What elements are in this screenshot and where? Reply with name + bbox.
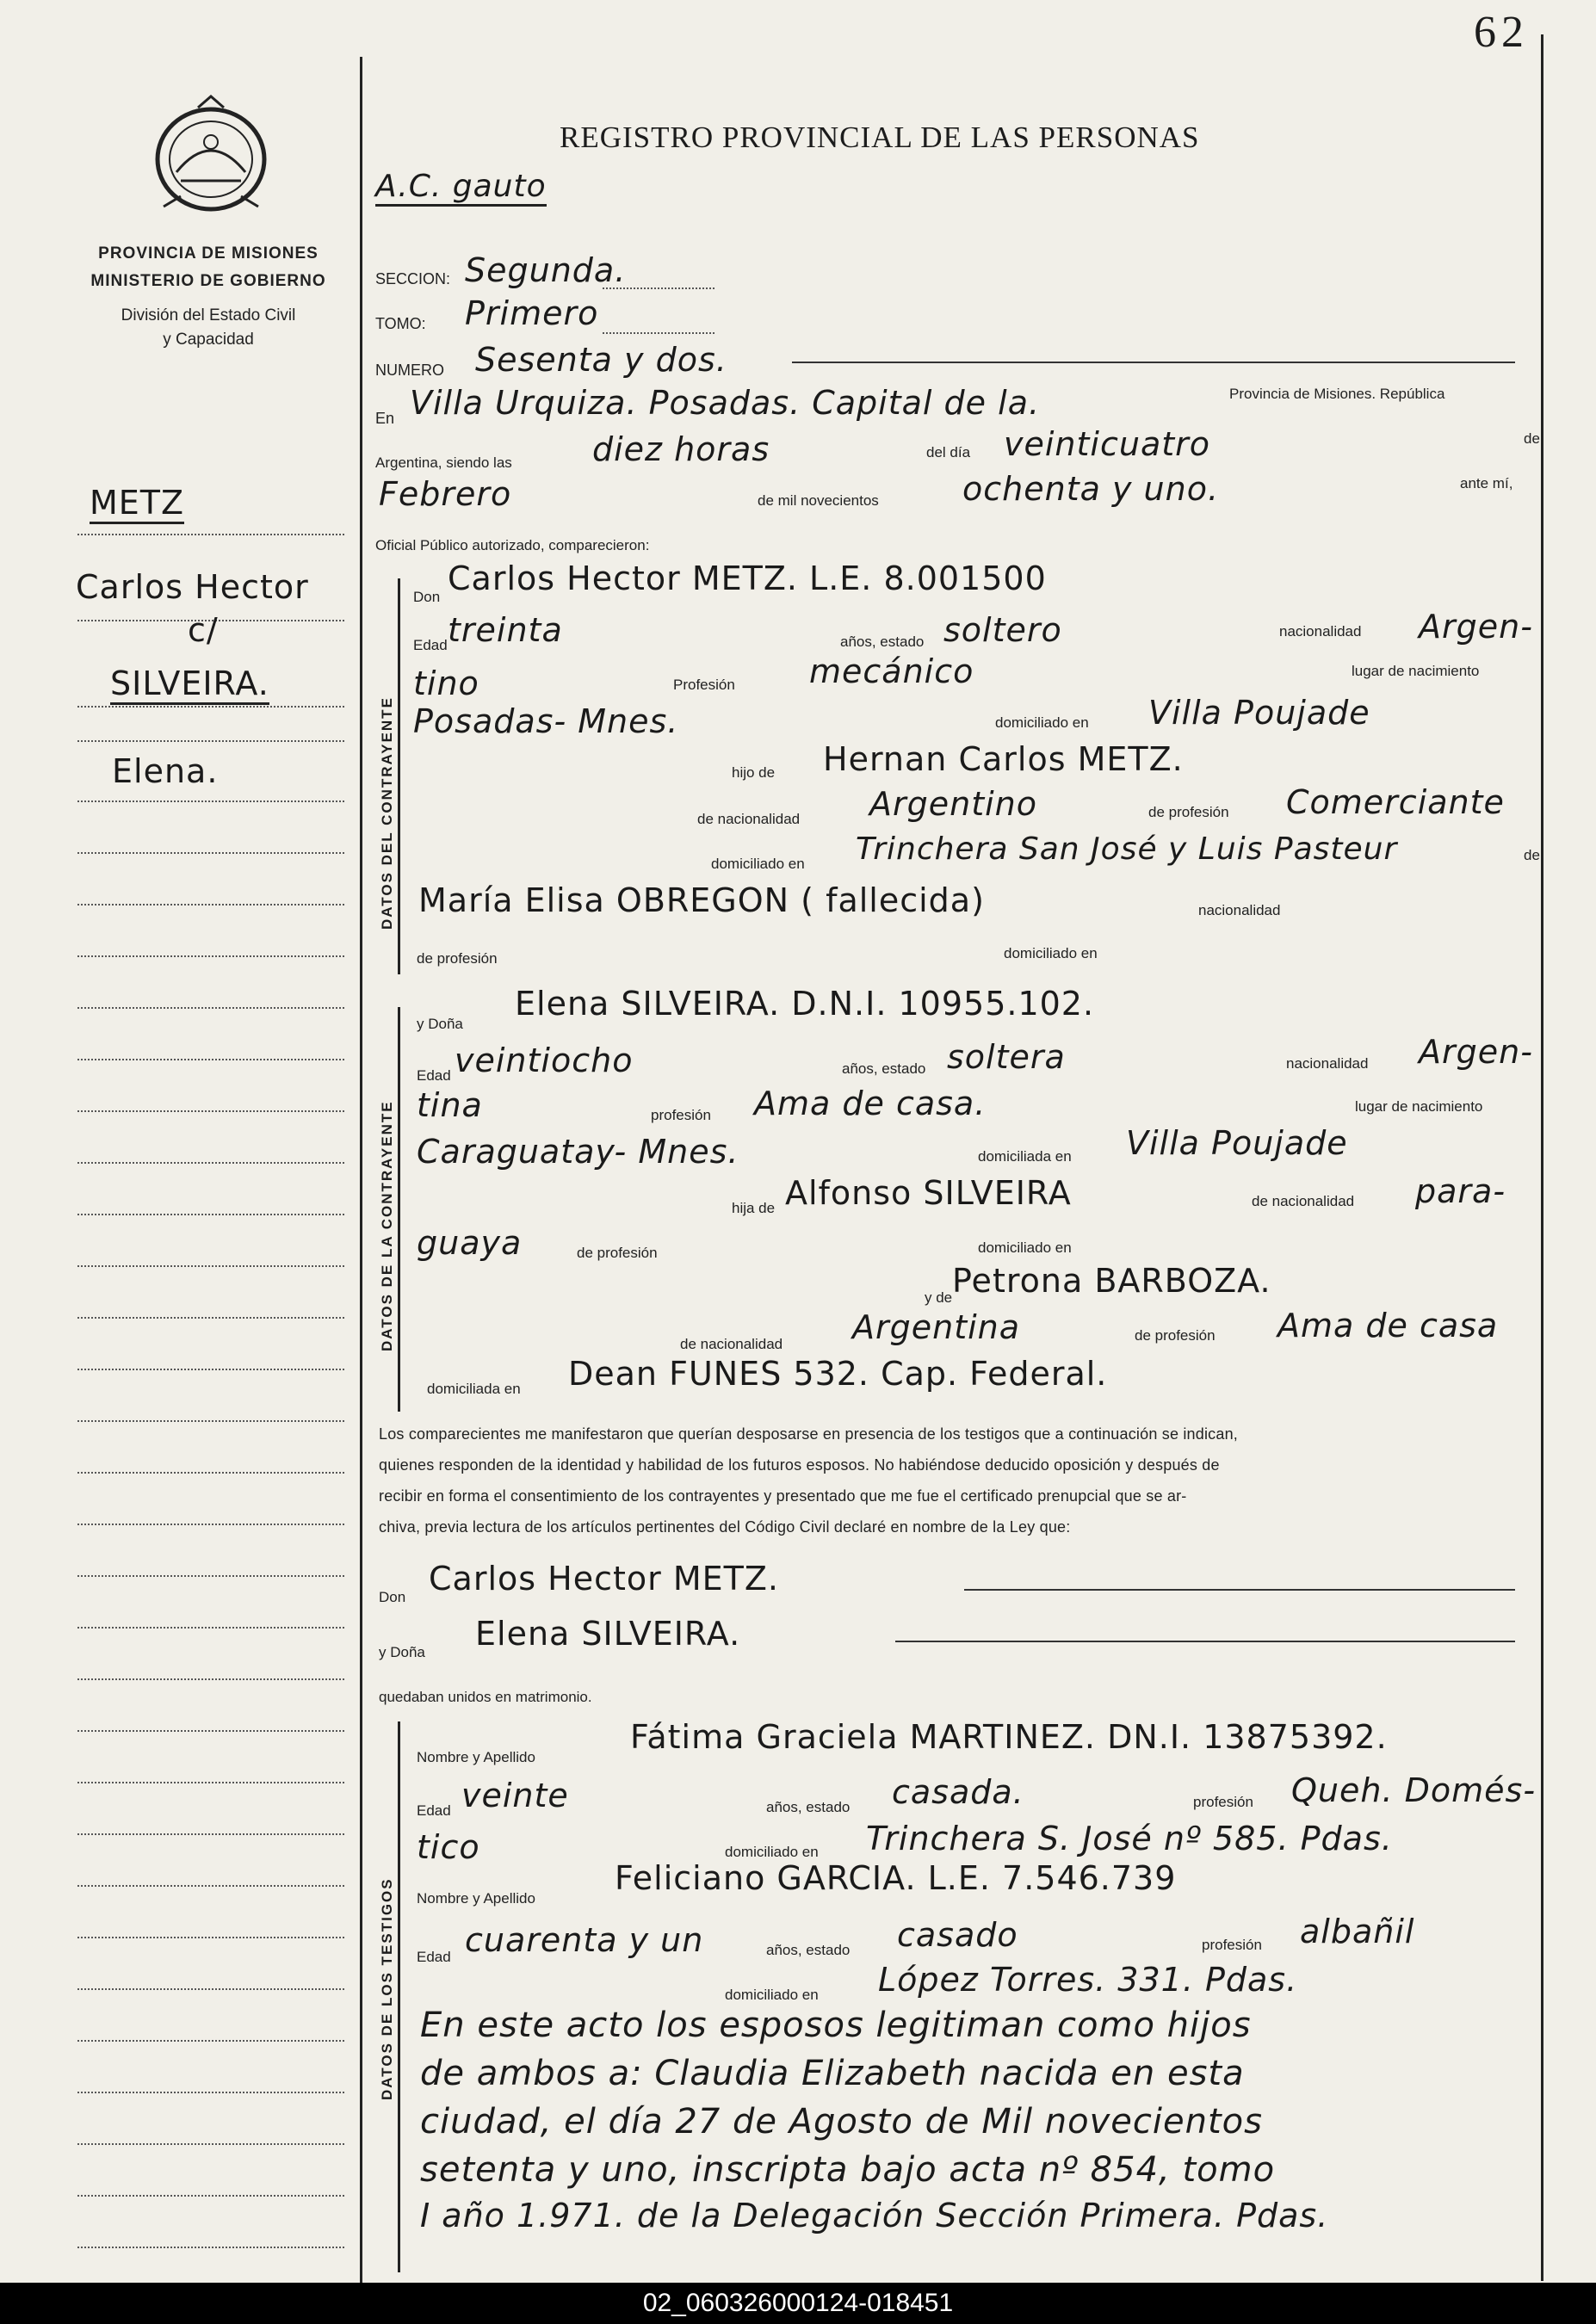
groom-father-dom-label: domiciliado en — [711, 856, 805, 872]
bride-birthplace: Caraguatay- Mnes. — [417, 1133, 739, 1171]
declaration-line1: Los comparecientes me manifestaron que querían desposarse en presencia de los testigos que a continuación se indican, — [379, 1425, 1239, 1443]
groom-bracket — [398, 578, 400, 974]
bride-dona-label: y Doña — [417, 1016, 463, 1032]
annotation-line3: ciudad, el día 27 de Agosto de Mil novecientos — [420, 2102, 1263, 2142]
groom-age: treinta — [448, 611, 563, 649]
bride-bracket — [398, 1007, 400, 1412]
w1-name: Fátima Graciela MARTINEZ. DN.I. 13875392. — [630, 1718, 1388, 1756]
groom-section-label: DATOS DEL CONTRAYENTE — [379, 696, 395, 930]
provincial-seal — [146, 95, 275, 224]
del-dia-label: del día — [926, 444, 971, 460]
w1-prof2: tico — [417, 1828, 480, 1866]
w1-domiciliado-label: domiciliado en — [725, 1844, 819, 1860]
argentina-label: Argentina, siendo las — [375, 454, 512, 471]
w1-anos-label: años, estado — [766, 1799, 851, 1815]
groom-nacionalidad-label: nacionalidad — [1279, 623, 1362, 640]
w2-profesion-label: profesión — [1202, 1937, 1262, 1953]
groom-edad-label: Edad — [413, 637, 448, 653]
groom-address: Villa Poujade — [1148, 694, 1370, 732]
groom-anos-label: años, estado — [840, 634, 925, 650]
bride-lugar-label: lugar de nacimiento — [1355, 1098, 1483, 1115]
groom-nat2: tino — [413, 664, 479, 702]
tomo-line — [603, 332, 714, 334]
bride-de-prof-label: de profesión — [577, 1245, 658, 1261]
groom-domiciliado-label: domiciliado en — [995, 714, 1089, 731]
w1-edad-label: Edad — [417, 1802, 451, 1819]
ministry-name: MINISTERIO DE GOBIERNO — [90, 272, 326, 290]
bride-address: Villa Poujade — [1126, 1124, 1348, 1162]
page-number: 62 — [1474, 8, 1529, 57]
w2-prof: albañil — [1300, 1913, 1415, 1950]
bride-nacionalidad-label: nacionalidad — [1286, 1055, 1369, 1072]
groom-father-dom: Trinchera San José y Luis Pasteur — [856, 831, 1398, 867]
ante-label: ante mí, — [1460, 475, 1513, 491]
province-suffix: Provincia de Misiones. República — [1229, 386, 1445, 402]
declaration-line4: chiva, previa lectura de los artículos pertinentes del Código Civil declaré en nombre de la Ley que: — [379, 1518, 1071, 1536]
bride-name: Elena SILVEIRA. D.N.I. 10955.102. — [515, 985, 1095, 1023]
witness-bracket — [398, 1721, 400, 2272]
declaration-bride: Elena SILVEIRA. — [475, 1615, 741, 1653]
groom-birthplace: Posadas- Mnes. — [413, 702, 679, 740]
groom-mother-nat-label: nacionalidad — [1198, 902, 1281, 918]
w2-nombre-label: Nombre y Apellido — [417, 1890, 535, 1907]
bride-mother-dom-label: domiciliada en — [427, 1381, 521, 1397]
bride-mother-nat: Argentina — [852, 1308, 1021, 1346]
tomo-value: Primero — [465, 294, 599, 332]
page-edge-line — [1541, 34, 1543, 2281]
bride-mother-dom: Dean FUNES 532. Cap. Federal. — [568, 1355, 1108, 1393]
bride-hija-label: hija de — [732, 1200, 776, 1216]
bride-de-nac-label: de nacionalidad — [1252, 1193, 1355, 1209]
w2-edad-label: Edad — [417, 1949, 451, 1965]
declaration-don-label: Don — [379, 1589, 406, 1605]
groom-status: soltero — [943, 611, 1062, 649]
seccion-label: SECCION: — [375, 270, 451, 287]
groom-father-prof: Comerciante — [1286, 783, 1505, 821]
groom-profession: mecánico — [809, 652, 974, 690]
margin-surname2: SILVEIRA. — [110, 664, 269, 705]
groom-profesion-label: Profesión — [673, 677, 735, 693]
groom-father: Hernan Carlos METZ. — [823, 740, 1184, 778]
groom-de-prof-label: de profesión — [1148, 804, 1229, 820]
oficial-label: Oficial Público autorizado, comparecieron: — [375, 537, 650, 553]
numero-label: NUMERO — [375, 362, 444, 379]
w2-dom: López Torres. 331. Pdas. — [878, 1961, 1298, 1999]
groom-mother: María Elisa OBREGON ( fallecida) — [418, 881, 985, 919]
bride-mother-nat-label: de nacionalidad — [680, 1336, 783, 1352]
bride-mother-prof-label: de profesión — [1135, 1327, 1216, 1344]
place-value: Villa Urquiza. Posadas. Capital de la. — [410, 384, 1041, 422]
declaration-closing: quedaban unidos en matrimonio. — [379, 1689, 592, 1705]
w1-prof1: Queh. Domés- — [1291, 1771, 1537, 1809]
numero-rule — [792, 362, 1515, 363]
division-line2: y Capacidad — [163, 331, 254, 349]
w1-profesion-label: profesión — [1193, 1794, 1253, 1810]
declaration-line3: recibir en forma el consentimiento de los contrayentes y presentado que me fue el certificado prenupcial que se ar- — [379, 1487, 1187, 1505]
declaration-bride-rule — [895, 1641, 1515, 1642]
month-value: Febrero — [379, 475, 512, 513]
groom-lugar-label: lugar de nacimiento — [1352, 663, 1480, 679]
w1-age: veinte — [461, 1777, 569, 1814]
bride-father-nat2: guaya — [417, 1224, 523, 1262]
w1-dom: Trinchera S. José nº 585. Pdas. — [866, 1820, 1393, 1857]
bride-anos-label: años, estado — [842, 1060, 926, 1077]
margin-with: c/ — [188, 611, 219, 649]
declaration-groom: Carlos Hector METZ. — [429, 1560, 779, 1598]
bride-edad-label: Edad — [417, 1067, 451, 1084]
groom-de-label: de — [1524, 847, 1540, 863]
division-line1: División del Estado Civil — [121, 306, 296, 324]
bride-nat2: tina — [417, 1086, 483, 1124]
bride-profesion-label: profesión — [651, 1107, 711, 1123]
bride-nat1: Argen- — [1419, 1033, 1533, 1071]
footer-code: 02_060326000124-018451 — [0, 2283, 1596, 2324]
w2-anos-label: años, estado — [766, 1942, 851, 1958]
annotation-line2: de ambos a: Claudia Elizabeth nacida en esta — [420, 2054, 1245, 2093]
tomo-label: TOMO: — [375, 315, 426, 332]
annotation-line4: setenta y uno, inscripta bajo acta nº 854, tomo — [420, 2150, 1276, 2190]
w1-nombre-label: Nombre y Apellido — [417, 1749, 535, 1765]
bride-section-label: DATOS DE LA CONTRAYENTE — [379, 1100, 395, 1351]
year-value: ochenta y uno. — [962, 470, 1220, 508]
groom-hijo-label: hijo de — [732, 764, 776, 781]
de-label: de — [1524, 430, 1540, 447]
annotation-line5: I año 1.971. de la Delegación Sección Primera. Pdas. — [420, 2197, 1329, 2234]
w2-name: Feliciano GARCIA. L.E. 7.546.739 — [615, 1859, 1177, 1897]
groom-don-label: Don — [413, 589, 441, 605]
witness-section-label: DATOS DE LOS TESTIGOS — [379, 1877, 395, 2100]
document-title: REGISTRO PROVINCIAL DE LAS PERSONAS — [560, 121, 1200, 154]
groom-name: Carlos Hector METZ. L.E. 8.001500 — [448, 559, 1047, 597]
en-label: En — [375, 410, 395, 427]
groom-mother-dom-label: domiciliado en — [1004, 945, 1098, 961]
groom-father-nat: Argentino — [869, 785, 1037, 823]
w2-status: casado — [897, 1916, 1018, 1954]
day-value: veinticuatro — [1004, 425, 1210, 463]
declaration-line2: quienes responden de la identidad y habilidad de los futuros esposos. No habiéndose deducido oposición y después de — [379, 1456, 1220, 1474]
declaration-dona-label: y Doña — [379, 1644, 425, 1660]
bride-mother-prof: Ama de casa — [1277, 1307, 1499, 1344]
annotation-line1: En este acto los esposos legitiman como hijos — [420, 2006, 1252, 2045]
province-name: PROVINCIA DE MISIONES — [98, 244, 319, 263]
groom-de-nac-label: de nacionalidad — [697, 811, 801, 827]
declaration-groom-rule — [964, 1589, 1515, 1591]
mil-label: de mil novecientos — [758, 492, 879, 509]
seccion-line — [603, 287, 714, 289]
margin-divider — [360, 57, 362, 2283]
bride-father-nat1: para- — [1415, 1172, 1506, 1210]
w2-age: cuarenta y un — [465, 1921, 704, 1959]
groom-nat1: Argen- — [1419, 608, 1533, 646]
hour-value: diez horas — [592, 430, 770, 468]
bride-father: Alfonso SILVEIRA — [785, 1174, 1072, 1212]
margin-name2: Elena. — [112, 752, 219, 790]
margin-surname1: METZ — [90, 484, 184, 524]
bride-mother: Petrona BARBOZA. — [952, 1262, 1271, 1300]
groom-mother-prof-label: de profesión — [417, 950, 498, 967]
bride-yde-label: y de — [925, 1289, 953, 1306]
seccion-value: Segunda. — [465, 251, 627, 289]
w2-domiciliado-label: domiciliado en — [725, 1987, 819, 2003]
bride-status: soltera — [947, 1038, 1066, 1076]
bride-profession: Ama de casa. — [754, 1085, 987, 1122]
w1-status: casada. — [892, 1773, 1024, 1811]
margin-name1: Carlos Hector — [76, 568, 309, 606]
bride-domiciliada-label: domiciliada en — [978, 1148, 1072, 1165]
numero-value: Sesenta y dos. — [475, 341, 727, 379]
bride-age: veintiocho — [455, 1041, 634, 1079]
stamp-signature: A.C. gauto — [375, 169, 547, 207]
bride-father-dom-label: domiciliado en — [978, 1239, 1072, 1256]
